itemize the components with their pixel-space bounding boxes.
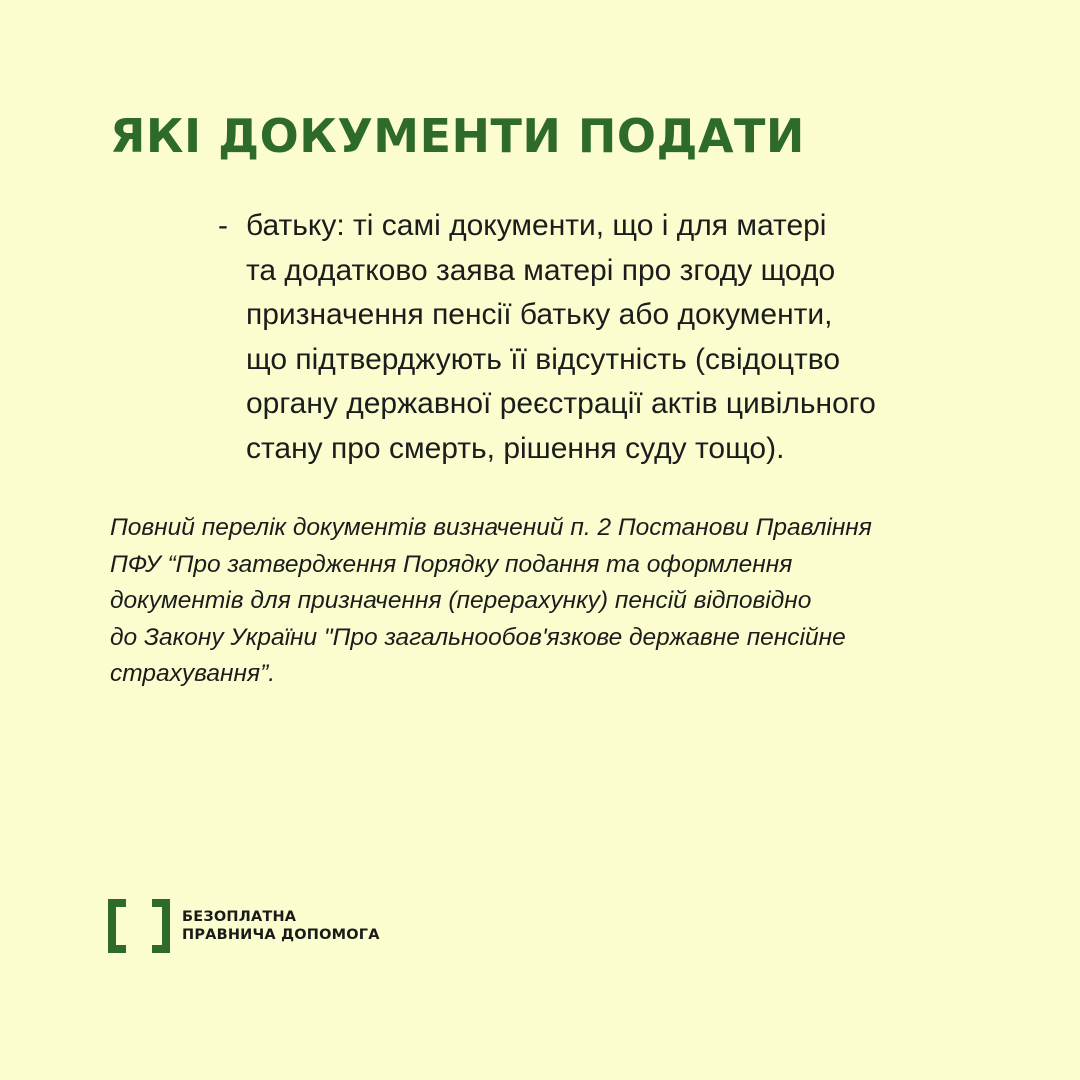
bracket-logo-icon: [108, 899, 170, 953]
list-item-text: батьку: ті самі документи, що і для матері та додатково заява матері про згоду щодо призначення пенсії батьку або документи, що підтверджують її відсутність (свідоцтво органу державної реєстрації актів цивільного стану про смерть, рішення суду тощо).: [246, 209, 876, 465]
list-bullet: -: [218, 209, 228, 242]
list-item: [218, 204, 1008, 471]
page-title: ЯКІ ДОКУМЕНТИ ПОДАТИ: [110, 109, 805, 163]
organization-logo: [108, 899, 380, 953]
document-list: [218, 204, 1008, 471]
logo-line-2: ПРАВНИЧА ДОПОМОГА: [182, 927, 380, 943]
legal-reference-note: Повний перелік документів визначений п. 2 Постанови Правління ПФУ “Про затвердження Порядку подання та оформлення документів для призначення (перерахунку) пенсій відповідно до Закону України "Про загальнообов'язкове державне пенсійне страхування”.: [110, 514, 872, 687]
logo-wordmark: [182, 908, 380, 944]
logo-line-1: БЕЗОПЛАТНА: [182, 909, 297, 925]
